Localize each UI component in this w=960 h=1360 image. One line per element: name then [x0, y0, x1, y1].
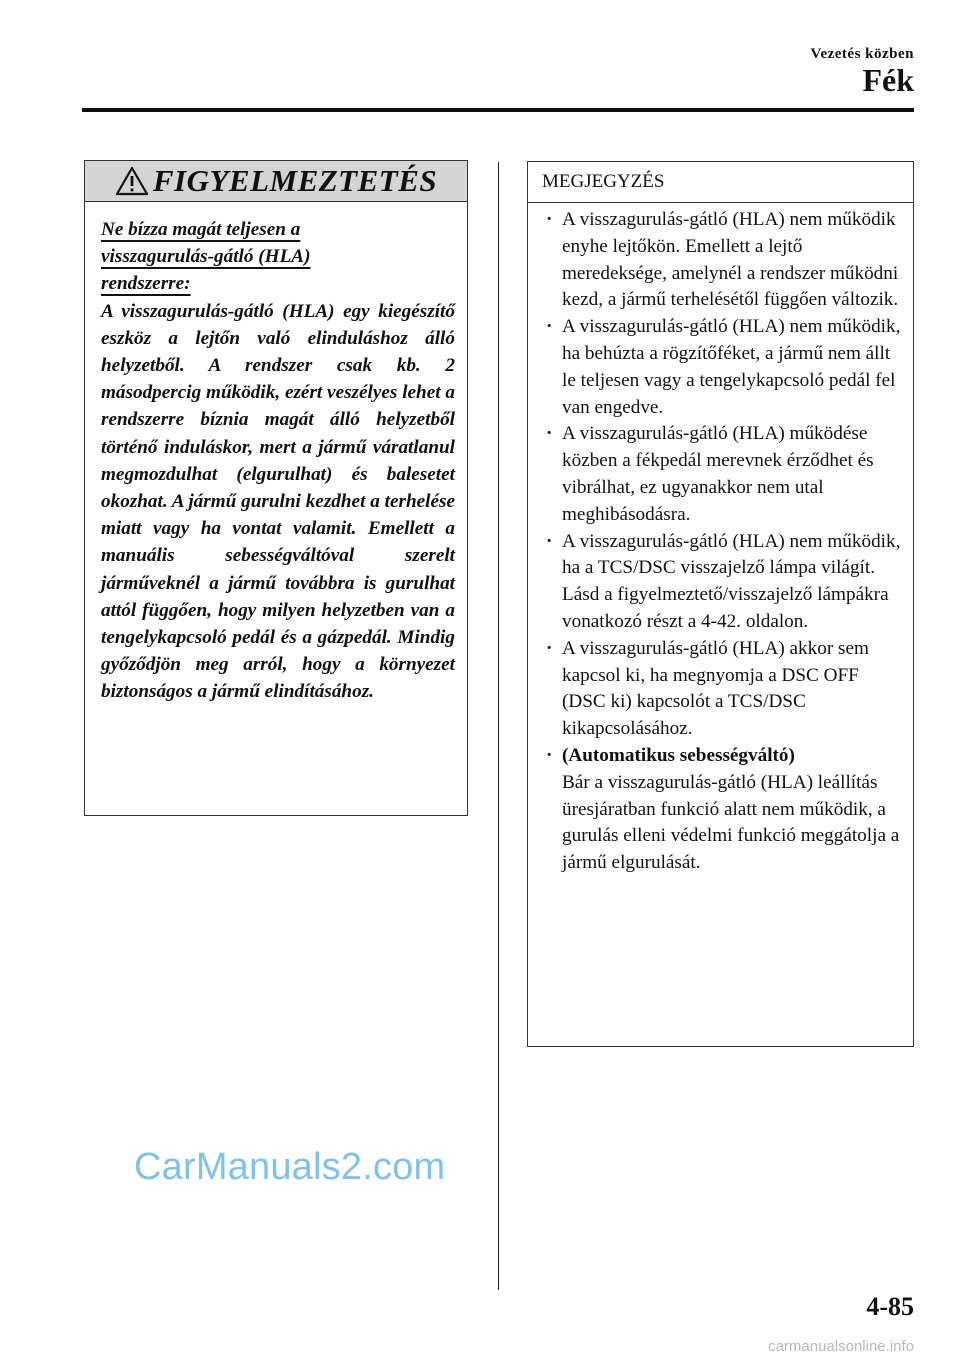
- page-title: Fék: [862, 62, 914, 98]
- note-title: MEGJEGYZÉS: [528, 162, 913, 203]
- note-item: [542, 314, 903, 421]
- warning-box: [84, 160, 468, 816]
- note-item: [542, 529, 903, 636]
- section-heading: Vezetés közben: [810, 46, 914, 62]
- bullet: ·: [546, 316, 553, 338]
- note-item: [542, 636, 903, 743]
- watermark: CarManuals2.com: [134, 1146, 446, 1188]
- note-item-text: A visszagurulás-gátló (HLA) működése közben a fékpedál merevnek érződhet és vibrálhat, ez ugyanakkor nem utal meghibásodásra.: [562, 423, 874, 525]
- bullet: ·: [546, 744, 553, 766]
- warning-text: A visszagurulás-gátló (HLA) egy kiegészítő eszköz a lejtőn való elinduláshoz álló helyzetből. A rendszer csak kb. 2 másodpercig működik, ezért veszélyes lehet a rendszerre bíznia magát álló helyzetből történő induláskor, mert a jármű váratlanul megmozdulhat (elgurulhat) és balesetet okozhat. A jármű gurulni kezdhet a terhelése miatt vagy ha vontat valamit. Emellett a manuális sebességváltóval szerelt járműveknél a jármű továbbra is gurulhat attól függően, hogy milyen helyzetben van a tengelykapcsoló pedál és a gázpedál. Mindig győződjön meg arról, hogy a környezet biztonságos a jármű elindításához.: [101, 300, 455, 703]
- note-item-text: A visszagurulás-gátló (HLA) nem működik enyhe lejtőkön. Emellett a lejtő meredeksége, amelynél a rendszer működni kezd, a jármű terhelésétől függően változik.: [562, 209, 899, 311]
- column-divider: [498, 162, 499, 1290]
- note-item-text: Bár a visszagurulás-gátló (HLA) leállítás üresjáratban funkció alatt nem működik, a gurulás elleni védelmi funkció meggátolja a jármű elgurulását.: [562, 771, 900, 874]
- warning-title: FIGYELMEZTETÉS: [152, 163, 438, 198]
- header-rule: [82, 108, 914, 112]
- bullet: ·: [546, 530, 553, 552]
- bullet: ·: [546, 423, 553, 445]
- note-item: [542, 421, 903, 528]
- bullet: ·: [546, 637, 553, 659]
- warning-triangle-icon: [115, 166, 149, 196]
- warning-heading: Ne bízza magát teljesen a visszagurulás-gátló (HLA) rendszerre:: [101, 219, 311, 295]
- warning-body: [85, 202, 467, 706]
- note-item-text: A visszagurulás-gátló (HLA) nem működik, ha a TCS/DSC visszajelző lámpa világít.: [562, 530, 901, 579]
- note-box: [527, 161, 914, 1047]
- warning-header: [85, 161, 467, 202]
- note-item-text: A visszagurulás-gátló (HLA) nem működik, ha behúzta a rögzítőféket, a jármű nem állt le teljesen vagy a tengelykapcsoló pedál fel van engedve.: [562, 316, 901, 418]
- note-item-heading: (Automatikus sebességváltó): [562, 744, 795, 766]
- note-item-text: A visszagurulás-gátló (HLA) akkor sem kapcsol ki, ha megnyomja a DSC OFF (DSC ki) kapcsolót a TCS/DSC kikapcsolásához.: [562, 637, 869, 740]
- note-list: [528, 203, 913, 877]
- note-item: [542, 207, 903, 314]
- page-number: 4-85: [866, 1292, 914, 1321]
- note-item: [542, 743, 903, 877]
- note-item-reference: Lásd a figyelmeztető/visszajelző lámpákra vonatkozó részt a 4-42. oldalon.: [562, 584, 889, 632]
- bullet: ·: [546, 209, 553, 230]
- footer-source: carmanualsonline.info: [768, 1338, 914, 1355]
